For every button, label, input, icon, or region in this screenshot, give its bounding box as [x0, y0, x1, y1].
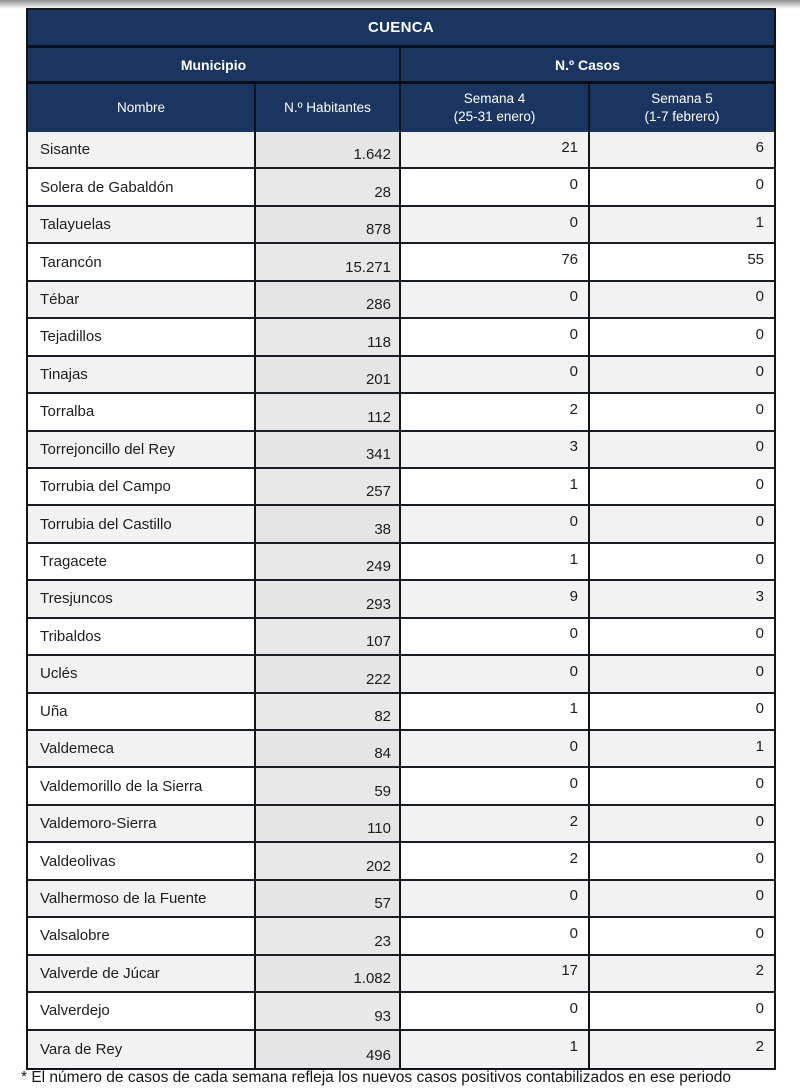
municipality-name-cell: Torrejoncillo del Rey	[28, 432, 256, 469]
table-row	[28, 169, 774, 206]
municipality-name-cell: Sisante	[28, 132, 256, 169]
habitantes-cell: 286	[256, 282, 401, 319]
semana4-cases-cell: 2	[401, 806, 590, 843]
semana5-cases-cell: 0	[590, 768, 774, 805]
column-header-semana4-sublabel: (25-31 enero)	[453, 109, 536, 124]
semana4-cases-cell: 1	[401, 544, 590, 581]
habitantes-cell: 1.082	[256, 956, 401, 993]
column-header-nombre	[28, 84, 256, 132]
semana5-cases-cell: 0	[590, 469, 774, 506]
semana4-cases-cell: 0	[401, 768, 590, 805]
municipality-name-cell: Tarancón	[28, 244, 256, 281]
table-row	[28, 1031, 774, 1068]
table-row	[28, 993, 774, 1030]
column-header-nombre-label: Nombre	[116, 99, 165, 115]
table-row	[28, 581, 774, 618]
semana5-cases-cell: 0	[590, 843, 774, 880]
column-header-semana5-label: Semana 5	[651, 90, 713, 106]
habitantes-cell: 15.271	[256, 244, 401, 281]
semana5-cases-cell: 2	[590, 1031, 774, 1068]
municipality-name-cell: Valdemeca	[28, 731, 256, 768]
semana4-cases-cell: 17	[401, 956, 590, 993]
semana4-cases-cell: 0	[401, 918, 590, 955]
semana5-cases-cell: 0	[590, 357, 774, 394]
semana5-cases-cell: 0	[590, 432, 774, 469]
semana4-cases-cell: 3	[401, 432, 590, 469]
habitantes-cell: 878	[256, 207, 401, 244]
semana5-cases-cell: 0	[590, 169, 774, 206]
municipality-name-cell: Valdeolivas	[28, 843, 256, 880]
semana5-cases-cell: 55	[590, 244, 774, 281]
semana5-cases-cell: 0	[590, 993, 774, 1030]
semana4-cases-cell: 0	[401, 993, 590, 1030]
habitantes-cell: 222	[256, 656, 401, 693]
habitantes-cell: 23	[256, 918, 401, 955]
semana4-cases-cell: 1	[401, 469, 590, 506]
semana4-cases-cell: 9	[401, 581, 590, 618]
footnote: * El número de casos de cada semana refleja los nuevos casos positivos contabilizados en ese periodo	[21, 1069, 731, 1086]
column-header-semana5	[590, 84, 774, 132]
semana5-cases-cell: 0	[590, 282, 774, 319]
municipality-name-cell: Valverdejo	[28, 993, 256, 1030]
semana5-cases-cell: 0	[590, 544, 774, 581]
habitantes-cell: 107	[256, 619, 401, 656]
semana5-cases-cell: 6	[590, 132, 774, 169]
semana4-cases-cell: 1	[401, 1031, 590, 1068]
habitantes-cell: 110	[256, 806, 401, 843]
table-row	[28, 469, 774, 506]
municipality-name-cell: Talayuelas	[28, 207, 256, 244]
semana4-cases-cell: 0	[401, 207, 590, 244]
column-header-habitantes-label: N.º Habitantes	[284, 99, 371, 115]
table-row	[28, 956, 774, 993]
municipality-name-cell: Torralba	[28, 394, 256, 431]
table-row	[28, 806, 774, 843]
table-row	[28, 244, 774, 281]
semana5-cases-cell: 0	[590, 806, 774, 843]
semana4-cases-cell: 0	[401, 656, 590, 693]
habitantes-cell: 28	[256, 169, 401, 206]
municipality-name-cell: Tejadillos	[28, 319, 256, 356]
habitantes-cell: 59	[256, 768, 401, 805]
table-row	[28, 394, 774, 431]
habitantes-cell: 202	[256, 843, 401, 880]
habitantes-cell: 118	[256, 319, 401, 356]
table-row	[28, 918, 774, 955]
habitantes-cell: 38	[256, 506, 401, 543]
semana5-cases-cell: 3	[590, 581, 774, 618]
cuenca-cases-table	[26, 8, 776, 1070]
column-header-habitantes	[256, 84, 401, 132]
table-row	[28, 731, 774, 768]
habitantes-cell: 84	[256, 731, 401, 768]
semana5-cases-cell: 2	[590, 956, 774, 993]
column-header-semana5-sublabel: (1-7 febrero)	[644, 109, 720, 124]
semana5-cases-cell: 0	[590, 619, 774, 656]
semana4-cases-cell: 0	[401, 731, 590, 768]
municipality-name-cell: Valsalobre	[28, 918, 256, 955]
habitantes-cell: 93	[256, 993, 401, 1030]
municipality-name-cell: Tribaldos	[28, 619, 256, 656]
province-title: CUENCA	[28, 10, 774, 48]
table-row	[28, 544, 774, 581]
group-header-municipio: Municipio	[28, 48, 401, 81]
semana4-cases-cell: 0	[401, 881, 590, 918]
semana4-cases-cell: 0	[401, 282, 590, 319]
semana5-cases-cell: 1	[590, 207, 774, 244]
habitantes-cell: 112	[256, 394, 401, 431]
column-header-semana4-label: Semana 4	[463, 90, 526, 106]
municipality-name-cell: Uclés	[28, 656, 256, 693]
habitantes-cell: 496	[256, 1031, 401, 1068]
semana5-cases-cell: 0	[590, 656, 774, 693]
semana5-cases-cell: 1	[590, 731, 774, 768]
semana4-cases-cell: 76	[401, 244, 590, 281]
habitantes-cell: 341	[256, 432, 401, 469]
semana4-cases-cell: 0	[401, 506, 590, 543]
municipality-name-cell: Valhermoso de la Fuente	[28, 881, 256, 918]
municipality-name-cell: Vara de Rey	[28, 1031, 256, 1068]
semana4-cases-cell: 0	[401, 619, 590, 656]
habitantes-cell: 293	[256, 581, 401, 618]
semana5-cases-cell: 0	[590, 918, 774, 955]
table-row	[28, 656, 774, 693]
table-row	[28, 506, 774, 543]
municipality-name-cell: Valverde de Júcar	[28, 956, 256, 993]
habitantes-cell: 57	[256, 881, 401, 918]
table-row	[28, 843, 774, 880]
municipality-name-cell: Tragacete	[28, 544, 256, 581]
municipality-name-cell: Torrubia del Campo	[28, 469, 256, 506]
semana4-cases-cell: 2	[401, 843, 590, 880]
municipality-name-cell: Torrubia del Castillo	[28, 506, 256, 543]
habitantes-cell: 1.642	[256, 132, 401, 169]
habitantes-cell: 201	[256, 357, 401, 394]
table-row	[28, 207, 774, 244]
group-header-row	[28, 48, 774, 84]
municipality-name-cell: Tébar	[28, 282, 256, 319]
table-body	[28, 132, 774, 1068]
habitantes-cell: 249	[256, 544, 401, 581]
group-header-casos: N.º Casos	[554, 56, 621, 73]
semana4-cases-cell: 21	[401, 132, 590, 169]
habitantes-cell: 257	[256, 469, 401, 506]
table-row	[28, 768, 774, 805]
semana4-cases-cell: 0	[401, 319, 590, 356]
column-header-row	[28, 84, 774, 132]
semana5-cases-cell: 0	[590, 319, 774, 356]
municipality-name-cell: Uña	[28, 694, 256, 731]
column-header-semana4	[401, 84, 590, 132]
table-row	[28, 694, 774, 731]
table-row	[28, 319, 774, 356]
table-row	[28, 132, 774, 169]
table-row	[28, 357, 774, 394]
table-row	[28, 881, 774, 918]
semana5-cases-cell: 0	[590, 881, 774, 918]
semana4-cases-cell: 0	[401, 357, 590, 394]
municipality-name-cell: Solera de Gabaldón	[28, 169, 256, 206]
municipality-name-cell: Valdemorillo de la Sierra	[28, 768, 256, 805]
semana5-cases-cell: 0	[590, 694, 774, 731]
municipality-name-cell: Tinajas	[28, 357, 256, 394]
semana4-cases-cell: 1	[401, 694, 590, 731]
semana4-cases-cell: 2	[401, 394, 590, 431]
table-row	[28, 432, 774, 469]
semana5-cases-cell: 0	[590, 394, 774, 431]
semana4-cases-cell: 0	[401, 169, 590, 206]
habitantes-cell: 82	[256, 694, 401, 731]
municipality-name-cell: Valdemoro-Sierra	[28, 806, 256, 843]
semana5-cases-cell: 0	[590, 506, 774, 543]
table-row	[28, 619, 774, 656]
table-row	[28, 282, 774, 319]
municipality-name-cell: Tresjuncos	[28, 581, 256, 618]
